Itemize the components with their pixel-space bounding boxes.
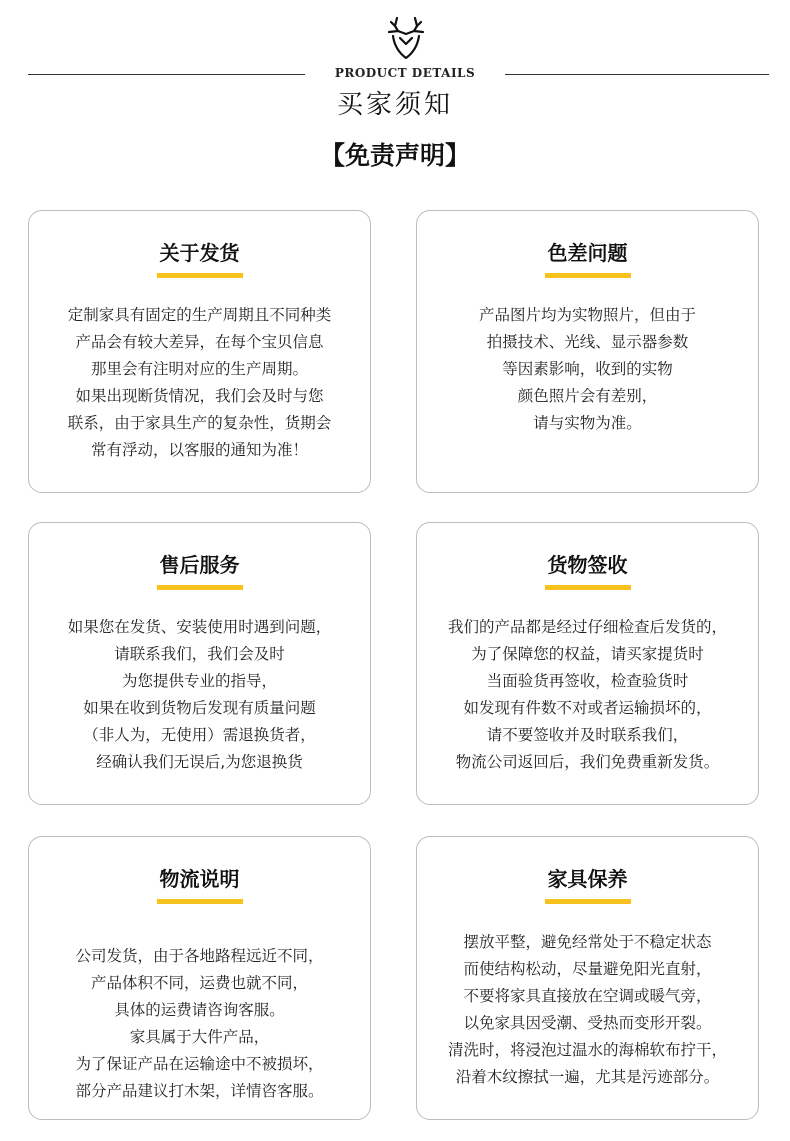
card-line: 而使结构松动，尽量避免阳光直射，: [463, 960, 712, 978]
card-accent-bar: [157, 273, 243, 278]
card-line: 为您提供专业的指导，: [121, 672, 277, 690]
card-line: 如果您在发货、安装使用时遇到问题，: [67, 618, 332, 636]
deer-logo-icon: [383, 14, 429, 62]
card-body: [417, 929, 758, 1091]
card-body: [29, 302, 370, 464]
card-line: 摆放平整，避免经常处于不稳定状态: [463, 933, 712, 951]
card-line: 如发现有件数不对或者运输损坏的，: [463, 699, 712, 717]
card-line: 定制家具有固定的生产周期且不同种类: [67, 306, 332, 324]
header-rule-right: [505, 74, 769, 75]
page-title: 买家须知: [336, 90, 453, 120]
card-line: 我们的产品都是经过仔细检查后发货的，: [447, 618, 727, 636]
card-line: 产品会有较大差异，在每个宝贝信息: [75, 333, 324, 351]
header-rule-left: [28, 74, 305, 75]
card-furniture-care: [416, 836, 759, 1120]
card-after-sales: [28, 522, 371, 805]
card-line: （非人为，无使用）需退换货者，: [83, 726, 316, 744]
card-line: 为了保障您的权益，请买家提货时: [471, 645, 704, 663]
card-color-difference: [416, 210, 759, 493]
card-line: 清洗时，将浸泡过温水的海棉软布拧干，: [447, 1041, 727, 1059]
card-title: 关于发货: [159, 241, 240, 265]
card-logistics: [28, 836, 371, 1120]
card-line: 不要将家具直接放在空调或暖气旁，: [463, 987, 712, 1005]
card-line: 经确认我们无误后,为您退换货: [96, 753, 303, 771]
card-accent-bar: [157, 585, 243, 590]
card-body: [29, 614, 370, 776]
card-title: 家具保养: [547, 867, 628, 891]
card-line: 等因素影响，收到的实物: [502, 360, 673, 378]
disclaimer-heading: 【免责声明】: [319, 141, 470, 170]
card-line: 常有浮动，以客服的通知为准！: [90, 441, 308, 459]
card-line: 请与实物为准。: [533, 414, 642, 432]
card-accent-bar: [157, 899, 243, 904]
card-shipping: [28, 210, 371, 493]
card-accent-bar: [545, 273, 631, 278]
card-title: 物流说明: [159, 867, 240, 891]
card-line: 联系，由于家具生产的复杂性，货期会: [67, 414, 332, 432]
card-line: 公司发货，由于各地路程远近不同，: [75, 947, 324, 965]
card-line: 以免家具因受潮、受热而变形开裂。: [463, 1014, 712, 1032]
card-line: 那里会有注明对应的生产周期。: [90, 360, 308, 378]
card-line: 如果出现断货情况，我们会及时与您: [75, 387, 324, 405]
card-body: [417, 302, 758, 437]
card-line: 产品体积不同，运费也就不同，: [90, 974, 308, 992]
card-line: 当面验货再签收，检查验货时: [486, 672, 689, 690]
card-title: 货物签收: [547, 553, 628, 577]
card-goods-receipt: [416, 522, 759, 805]
card-line: 产品图片均为实物照片，但由于: [478, 306, 696, 324]
card-body: [29, 943, 370, 1105]
card-line: 家具属于大件产品，: [129, 1028, 270, 1046]
card-line: 为了保证产品在运输途中不被损坏，: [75, 1055, 324, 1073]
card-line: 拍摄技术、光线、显示器参数: [486, 333, 689, 351]
card-line: 请联系我们，我们会及时: [114, 645, 285, 663]
card-line: 请不要签收并及时联系我们，: [486, 726, 689, 744]
header-subtitle: PRODUCT DETAILS: [334, 66, 476, 80]
card-line: 如果在收到货物后发现有质量问题: [83, 699, 316, 717]
card-accent-bar: [545, 899, 631, 904]
card-accent-bar: [545, 585, 631, 590]
card-line: 物流公司返回后，我们免费重新发货。: [455, 753, 720, 771]
card-title: 售后服务: [159, 553, 240, 577]
card-title: 色差问题: [547, 241, 628, 265]
card-line: 部分产品建议打木架，详情咨客服。: [75, 1082, 324, 1100]
card-line: 沿着木纹擦拭一遍，尤其是污迹部分。: [455, 1068, 720, 1086]
card-body: [417, 614, 758, 776]
card-line: 具体的运费请咨询客服。: [114, 1001, 285, 1019]
card-line: 颜色照片会有差别，: [517, 387, 658, 405]
